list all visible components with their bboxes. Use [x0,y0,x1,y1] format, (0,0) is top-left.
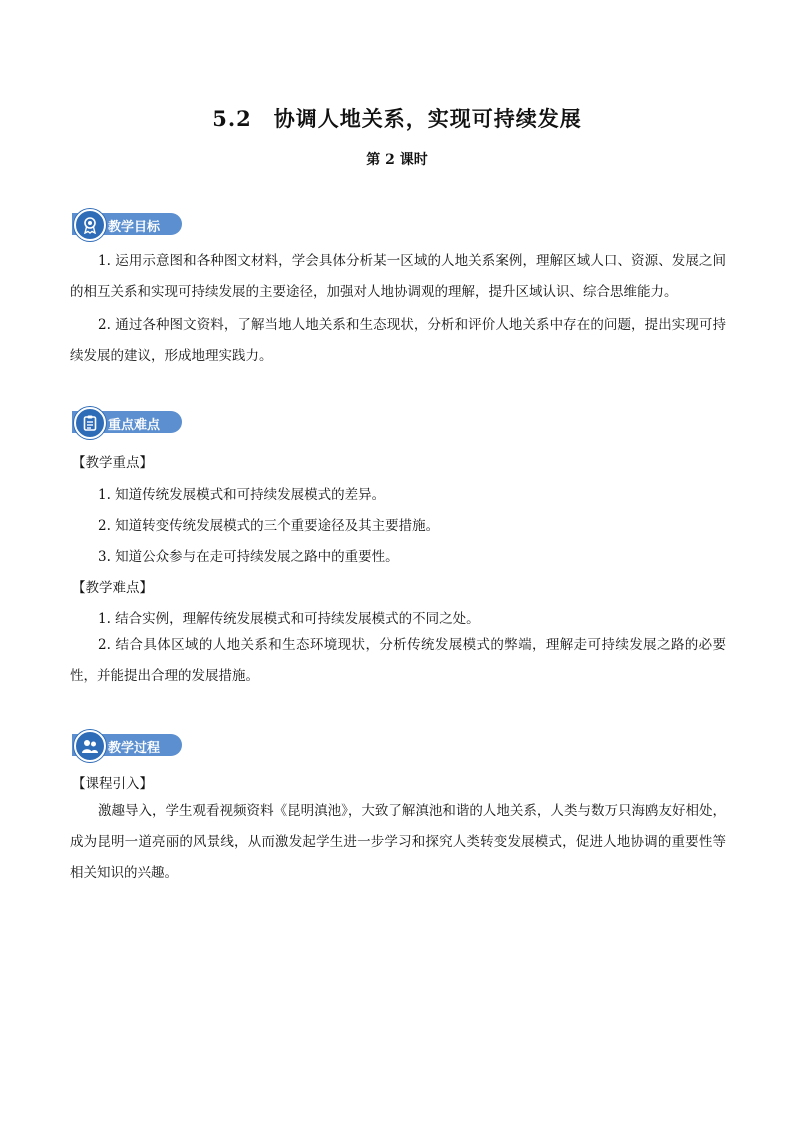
difficulty-heading: 【教学难点】 [72,580,153,596]
difficulty-item: 2. 结合具体区域的人地关系和生态环境现状，分析传统发展模式的弊端，理解走可持续发展之路的必要性，并能提出合理的发展措施。 [70,637,726,684]
section-badge-process [72,729,176,759]
difficulty-item: 1. 结合实例，理解传统发展模式和可持续发展模式的不同之处。 [98,611,480,627]
award-icon [74,209,106,241]
section-badge-key-points [72,406,176,436]
focus-item: 2. 知道转变传统发展模式的三个重要途径及其主要措施。 [98,518,440,534]
section-badge-label: 重点难点 [108,418,161,433]
focus-item: 1. 知道传统发展模式和可持续发展模式的差异。 [98,487,386,503]
objective-item: 2. 通过各种图文资料，了解当地人地关系和生态现状，分析和评价人地关系中存在的问题，提出实现可持续发展的建议，形成地理实践力。 [70,317,726,364]
clipboard-icon [74,407,106,439]
people-icon [74,730,106,762]
intro-heading: 【课程引入】 [72,776,153,792]
focus-heading: 【教学重点】 [72,455,153,471]
lesson-subtitle: 第 2 课时 [366,152,428,168]
section-badge-label: 教学目标 [108,220,161,235]
objective-item: 1. 运用示意图和各种图文材料，学会具体分析某一区域的人地关系案例，理解区域人口、资源、发展之间的相互关系和实现可持续发展的主要途径，加强对人地协调观的理解，提升区域认识、综合思维能力。 [70,253,726,300]
document-title: 5.2 协调人地关系，实现可持续发展 [212,106,582,131]
focus-item: 3. 知道公众参与在走可持续发展之路中的重要性。 [98,549,399,565]
section-badge-label: 教学过程 [108,741,161,756]
intro-text: 激趣导入，学生观看视频资料《昆明滇池》，大致了解滇池和谐的人地关系，人类与数万只海鸥友好相处，成为昆明一道亮丽的风景线，从而激发起学生进一步学习和探究人类转变发展模式，促进人地协调的重要性等相关知识的兴趣。 [70,803,726,881]
section-badge-objectives [72,208,176,238]
